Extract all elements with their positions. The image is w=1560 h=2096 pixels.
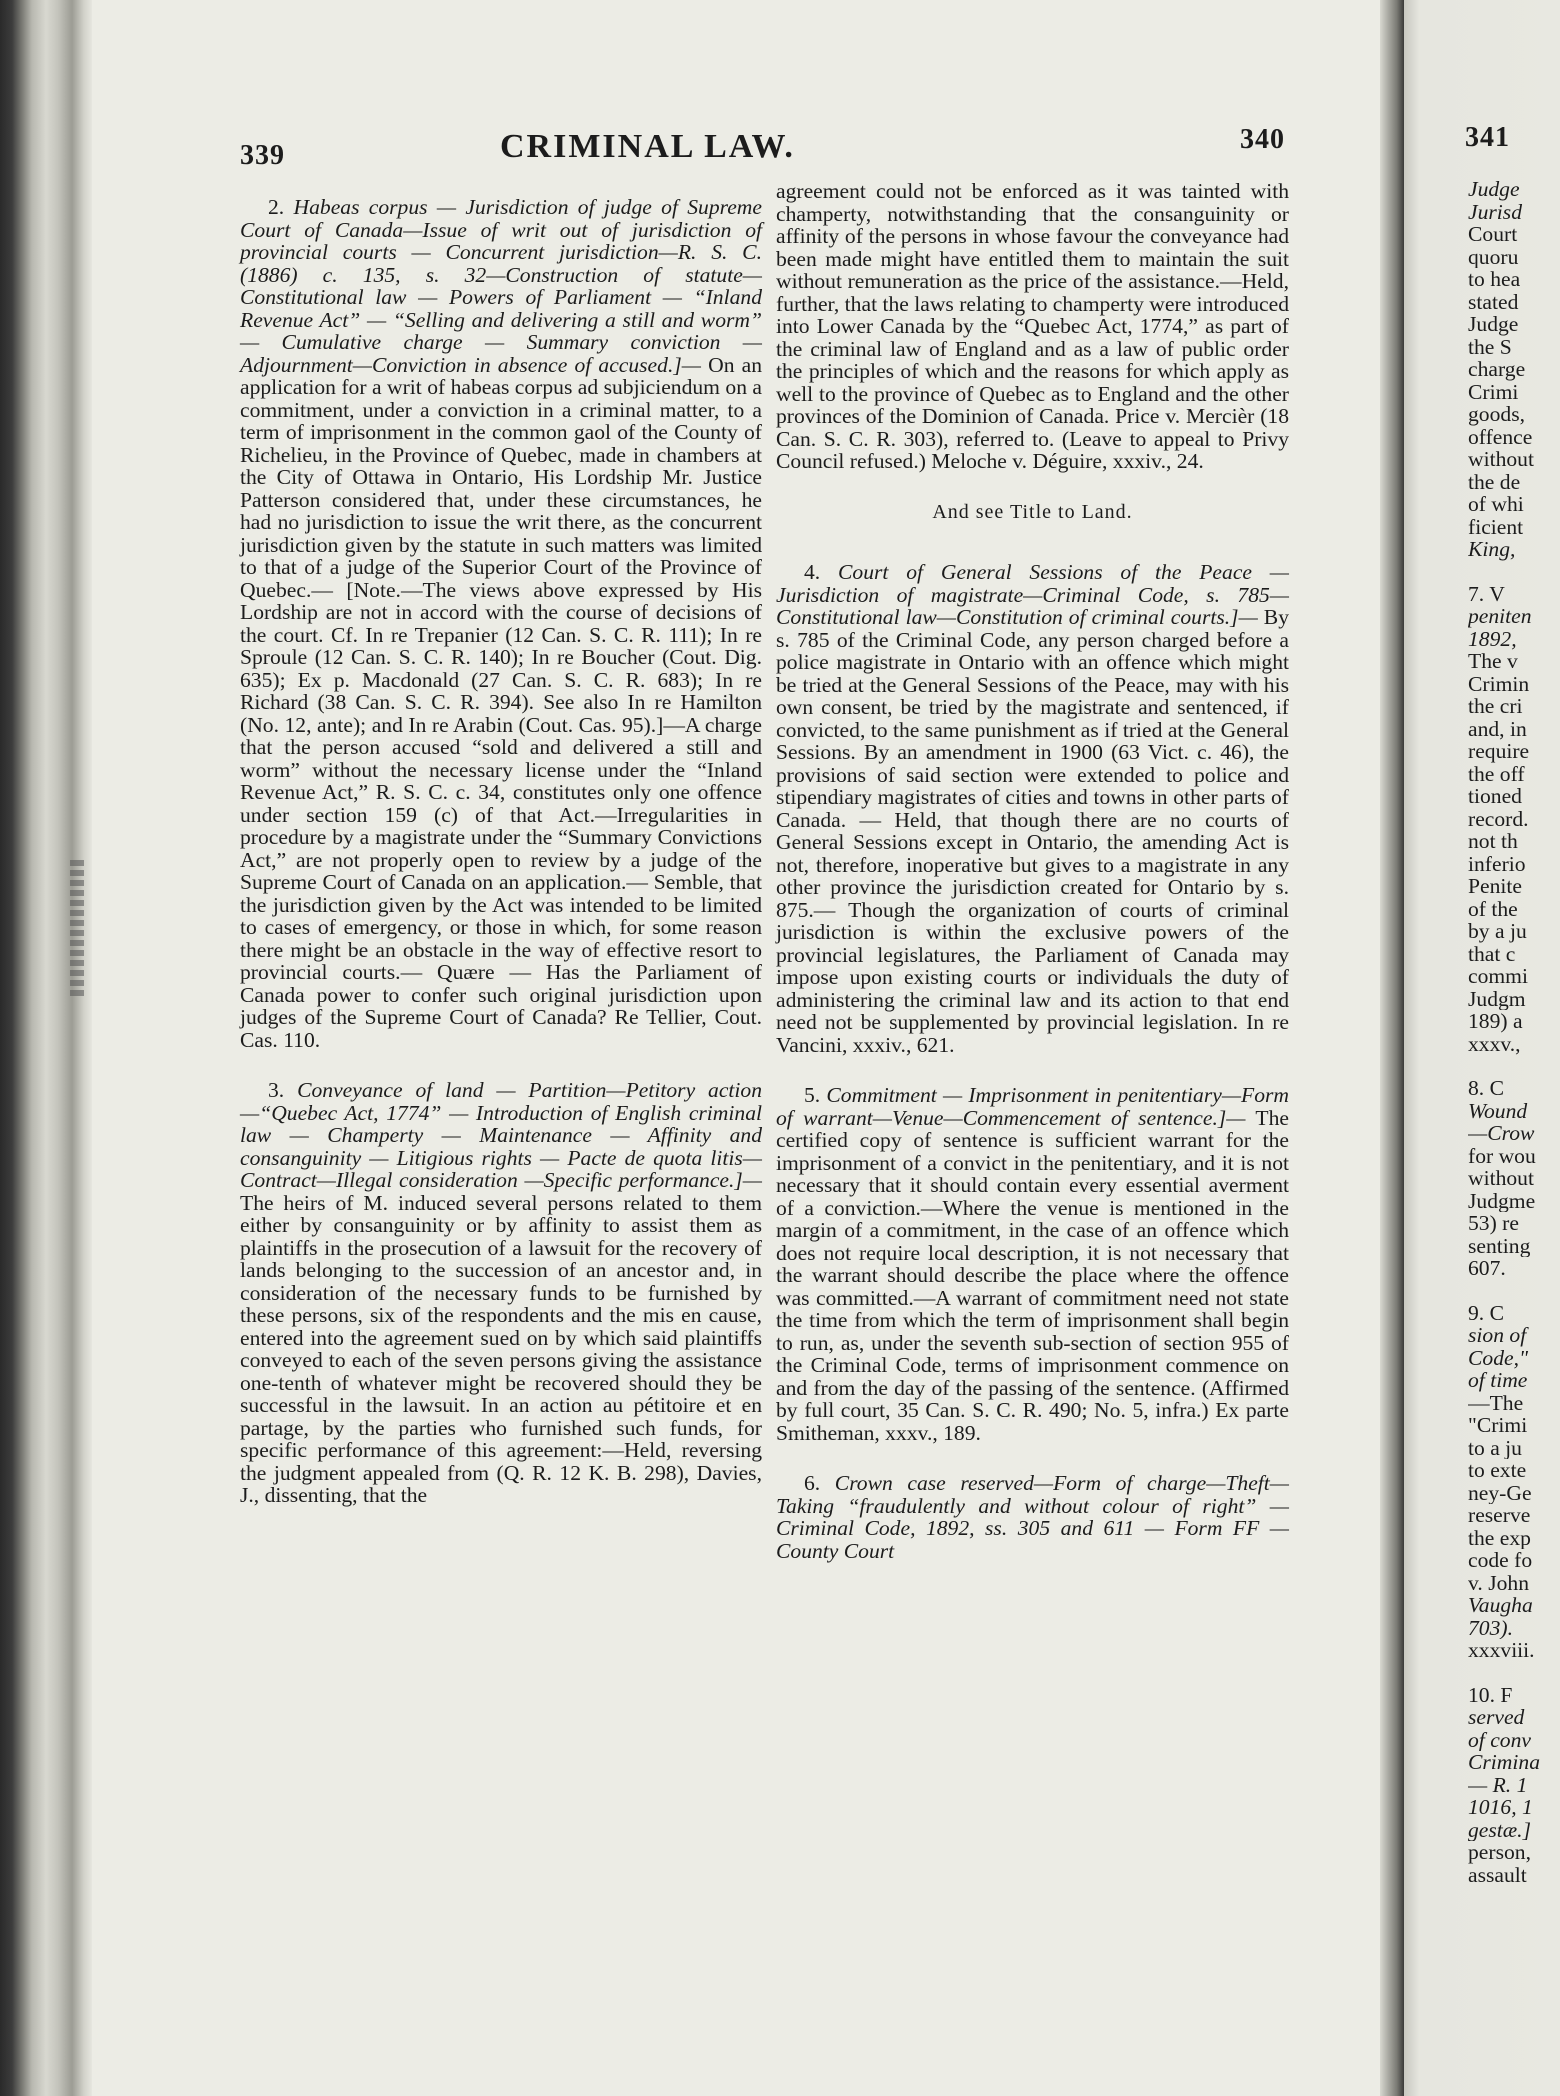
far-page-line: the de <box>1468 470 1521 493</box>
cross-reference: And see Title to Land. <box>932 500 1133 523</box>
far-page-line: the exp <box>1468 1526 1531 1549</box>
far-page-line: Code," <box>1468 1346 1529 1369</box>
book-binding <box>0 0 92 2096</box>
entry-heading: Habeas corpus — Jurisdiction of judge of Supreme Court of Canada—Issue of writ out of jurisdiction of provincial courts — Concurrent jurisdiction—R. S. C. (1886) c. 135, s. 32—Construction of statute—Constitutional law — Powers of Parliament — “Inland Revenue Act” — “Selling and delivering a still and worm” — Cumulative charge — Summary conviction — Adjournment—Conviction in absence of accused.]— <box>240 195 762 377</box>
entry-heading: Commitment — Imprisonment in penitentiary—Form of warrant—Venue—Commencement of sentence.]— <box>776 1083 1290 1130</box>
far-page-line: not th <box>1468 830 1518 853</box>
far-page-line: reserve <box>1468 1504 1531 1527</box>
far-page-line: —The <box>1468 1391 1524 1414</box>
far-page-line: xxxviii. <box>1468 1639 1535 1662</box>
far-page-line: of conv <box>1468 1728 1531 1751</box>
far-page-line: Judge <box>1468 313 1519 336</box>
entry-heading: Court of General Sessions of the Peace —Jurisdiction of magistrate—Criminal Code, s. 785—Constitutional law—Constitution of criminal courts.]— <box>776 560 1290 629</box>
left-column <box>240 196 762 1535</box>
entry-number: 4. <box>804 560 821 584</box>
far-page-line: 7. V <box>1468 582 1505 605</box>
far-page-line: Crimi <box>1468 380 1519 403</box>
left-page-number: 339 <box>240 140 285 171</box>
far-page-line: of the <box>1468 897 1518 920</box>
entry-4 <box>776 561 1289 1056</box>
far-page-line: 703). <box>1468 1616 1513 1639</box>
entry-5 <box>776 1084 1289 1444</box>
entry-heading: Crown case reserved—Form of charge—Theft—Taking “fraudulently and without colour of right” — Criminal Code, 1892, ss. 305 and 611 — Form FF — County Court <box>776 1471 1289 1563</box>
entry-text: By s. 785 of the Criminal Code, any person charged before a police magistrate in Ontario with an offence which might be tried at the General Sessions of the Peace, may with his own consent, be tried by the magistrate and sentenced, if convicted, to the same punishment as if tried at the General Sessions. By an amendment in 1900 (63 Vict. c. 46), the provisions of said section were extended to police and stipendiary magistrates of cities and towns in other parts of Canada. — Held, that though there are no courts of General Sessions except in Ontario, the amending Act is not, therefore, inoperative but gives to a magistrate in any other province the jurisdiction created for Ontario by s. 875.— Though the organization of courts of criminal jurisdiction is within the exclusive powers of the provincial legislatures, the Parliament of Canada may impose upon existing courts or individuals the duty of administering the criminal law and its action to that end need not be supplemented by provincial legislation. In re Vancini, xxxiv., 621. <box>776 605 1289 1057</box>
far-page-line: Court <box>1468 223 1518 246</box>
far-page-line: Vaugha <box>1468 1594 1533 1617</box>
entry-number: 6. <box>804 1471 821 1495</box>
far-page-line: assault <box>1468 1863 1527 1886</box>
right-page-number: 340 <box>1240 124 1285 155</box>
far-page-line: record. <box>1468 807 1529 830</box>
far-page-line: the S <box>1468 335 1512 358</box>
entry-2 <box>240 196 762 1051</box>
far-page-column-fragment <box>1468 178 1560 1886</box>
far-page-line: Jurisd <box>1468 200 1522 223</box>
far-page-line: stated <box>1468 290 1519 313</box>
far-page-line: tioned <box>1468 785 1522 808</box>
page-gutter <box>1380 0 1404 2096</box>
far-page-line: Wound <box>1468 1099 1528 1122</box>
far-page-line: require <box>1468 740 1530 763</box>
far-page-line: 10. F <box>1468 1683 1513 1706</box>
far-page-line: to a ju <box>1468 1436 1522 1459</box>
entry-3-continued: agreement could not be enforced as it was tainted with champerty, notwithstanding that the consanguinity or affinity of the persons in whose favour the conveyance had been made might have entitled them to maintain the suit without remuneration as the price of the assistance.—Held, further, that the laws relating to champerty were introduced into Lower Canada by the “Quebec Act, 1774,” as part of the criminal law of England and as a law of public order the principles of which and the reasons for which apply as well to the province of Quebec as to England and the other provinces of the Dominion of Canada. Price v. Mercièr (18 Can. S. C. R. 303), referred to. (Leave to appeal to Privy Council refused.) Meloche v. Déguire, xxxiv., 24. <box>776 179 1289 473</box>
far-page-line: Crimina <box>1468 1751 1540 1774</box>
far-page-line: 1892, <box>1468 627 1517 650</box>
entry-6 <box>776 1472 1289 1562</box>
far-page-line: sion of <box>1468 1324 1527 1347</box>
far-page-line: 1016, 1 <box>1468 1796 1533 1819</box>
far-page-line: — R. 1 <box>1468 1773 1528 1796</box>
far-page-line: 53) re <box>1468 1212 1519 1235</box>
far-page-line: code fo <box>1468 1549 1533 1572</box>
entry-3 <box>240 1079 762 1507</box>
far-page-line: of whi <box>1468 493 1524 516</box>
far-page-line: inferio <box>1468 852 1526 875</box>
far-page-line: person, <box>1468 1841 1531 1864</box>
far-page-line: to exte <box>1468 1459 1527 1482</box>
far-page-number: 341 <box>1465 122 1510 153</box>
far-page-line: xxxv., <box>1468 1032 1521 1055</box>
spine-label <box>70 860 84 1000</box>
far-page-line: offence <box>1468 425 1533 448</box>
entry-number: 5. <box>804 1083 821 1107</box>
far-page-line: Penite <box>1468 875 1522 898</box>
far-page-line: Judgme <box>1468 1189 1536 1212</box>
far-page-line: —Crow <box>1468 1122 1535 1145</box>
far-page-line: charge <box>1468 358 1526 381</box>
far-page-line: 607. <box>1468 1257 1506 1280</box>
entry-text: The certified copy of sentence is sufficient warrant for the imprisonment of a convict in the penitentiary, and it is not necessary that it should contain every essential averment of a conviction.—Where the venue is mentioned in the margin of a commitment, in the case of an offence which does not require local description, it is not necessary that the warrant should describe the place where the offence was committed.—A warrant of commitment need not state the time from which the term of imprisonment shall begin to run, as, under the seventh sub-section of section 955 of the Criminal Code, terms of imprisonment commence on and from the day of the passing of the sentence. (Affirmed by full court, 35 Can. S. C. R. 490; No. 5, infra.) Ex parte Smitheman, xxxv., 189. <box>776 1105 1289 1445</box>
far-page-line: ney-Ge <box>1468 1481 1532 1504</box>
far-page-line: The v <box>1468 650 1518 673</box>
far-page-line <box>1468 1055 1560 1077</box>
far-page-line: "Crimi <box>1468 1414 1528 1437</box>
far-page-line: goods, <box>1468 403 1525 426</box>
entry-number: 3. <box>268 1078 285 1102</box>
far-page-line: v. John <box>1468 1571 1529 1594</box>
far-page-line: the cri <box>1468 695 1523 718</box>
right-column <box>776 180 1289 1590</box>
far-page-line: 189) a <box>1468 1010 1523 1033</box>
far-page-line: for wou <box>1468 1144 1536 1167</box>
far-page-line: commi <box>1468 965 1528 988</box>
far-page-line: gestæ.] <box>1468 1818 1531 1841</box>
far-page-line: ficient <box>1468 515 1524 538</box>
entry-text: On an application for a writ of habeas corpus ad subjiciendum on a commitment, under a conviction in a criminal matter, to a term of imprisonment in the common gaol of the County of Richelieu, in the Province of Quebec, made in chambers at the City of Ottawa in Ontario, His Lordship Mr. Justice Patterson considered that, under these circumstances, he had no jurisdiction to issue the writ there, as the concurrent jurisdiction given by the statute in such matters was limited to that of a judge of the Superior Court of the Province of Quebec.— [Note.—The views above expressed by His Lordship are not in accord with the course of decisions of the court. Cf. In re Trepanier (12 Can. S. C. R. 111); In re Sproule (12 Can. S. C. R. 140); In re Boucher (Cout. Dig. 635); Ex p. Macdonald (27 Can. S. C. R. 683); In re Richard (38 Can. S. C. R. 394). See also In re Hamilton (No. 12, ante); and In re Arabin (Cout. Cas. 95).]—A charge that the person accused “sold and delivered a still and worm” without the necessary license under the “Inland Revenue Act,” R. S. C. c. 34, constitutes only one offence under section 159 (c) of that Act.—Irregularities in procedure by a magistrate under the “Summary Convictions Act,” are not properly open to review by a judge of the Supreme Court of Canada on an application.— Semble, that the jurisdiction given by the Act was intended to be limited to cases of emergency, or those in which, for some reason there might be an obstacle in the way of effective resort to provincial courts.— Quære — Has the Parliament of Canada power to confer such original jurisdiction upon judges of the Supreme Court of Canada? Re Tellier, Cout. Cas. 110. <box>240 352 763 1052</box>
far-page-line: that c <box>1468 942 1516 965</box>
far-page-line: of time <box>1468 1369 1528 1392</box>
far-page-line: served <box>1468 1706 1525 1729</box>
far-page-line: 9. C <box>1468 1301 1504 1324</box>
far-page-line: peniten <box>1468 605 1532 628</box>
far-page-line: without <box>1468 448 1534 471</box>
far-page-line: without <box>1468 1167 1534 1190</box>
entry-number: 2. <box>268 195 285 219</box>
far-page-line: Judgm <box>1468 987 1526 1010</box>
far-page-line <box>1468 1280 1560 1302</box>
far-page-line: Judge <box>1468 178 1520 201</box>
far-page-line: the off <box>1468 762 1525 785</box>
entry-heading: Conveyance of land — Partition—Petitory action—“Quebec Act, 1774” — Introduction of English criminal law — Champerty — Maintenance — Affinity and consanguinity — Litigious rights — Pacte de quota litis—Contract—Illegal consideration —Specific performance.]— <box>240 1078 763 1192</box>
running-title: CRIMINAL LAW. <box>500 128 795 165</box>
far-page-line: senting <box>1468 1234 1531 1257</box>
far-page-line: to hea <box>1468 268 1521 291</box>
far-page-line: and, in <box>1468 717 1527 740</box>
far-page-line <box>1468 561 1560 583</box>
far-page-line: Crimin <box>1468 672 1530 695</box>
far-page-line: 8. C <box>1468 1077 1504 1100</box>
far-page-line: quoru <box>1468 245 1519 268</box>
far-page-line: King, <box>1468 538 1516 561</box>
far-page-line: by a ju <box>1468 920 1527 943</box>
entry-text: The heirs of M. induced several persons related to them either by consanguinity or by affinity to assist them as plaintiffs in the prosecution of a lawsuit for the recovery of lands belonging to the succession of an ancestor and, in consideration of the necessary funds to be furnished by these persons, six of the respondents and the mis en cause, entered into the agreement sued on by which said plaintiffs conveyed to each of the seven persons giving the assistance one-tenth of whatever might be recovered should they be successful in the lawsuit. In an action au pétitoire et en partage, by the parties who furnished such funds, for specific performance of this agreement:—Held, reversing the judgment appealed from (Q. R. 12 K. B. 298), Davies, J., dissenting, that the <box>240 1190 762 1507</box>
far-page-line <box>1468 1662 1560 1684</box>
